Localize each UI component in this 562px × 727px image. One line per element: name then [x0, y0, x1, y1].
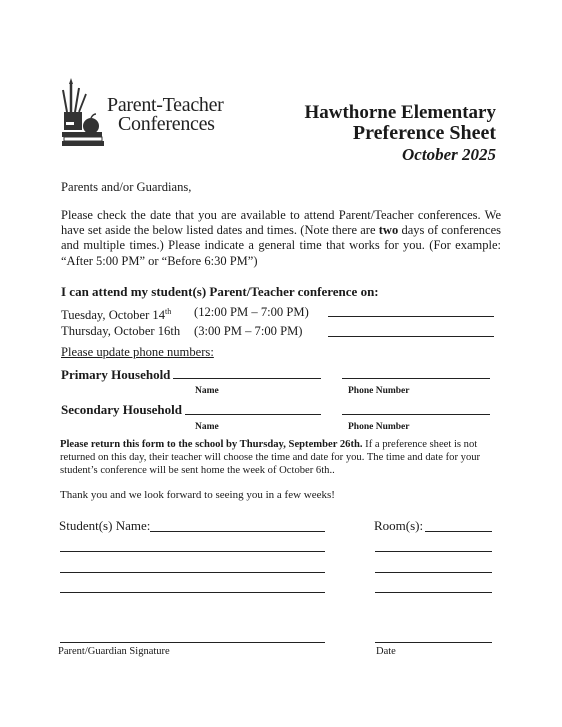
intro-bold: two [378, 223, 399, 238]
room-blank-2[interactable] [375, 551, 492, 552]
secondary-phone-blank[interactable] [342, 414, 490, 415]
date-blank[interactable] [375, 642, 492, 643]
phone-update-label: Please update phone numbers: [61, 345, 214, 359]
signature-blank[interactable] [60, 642, 325, 643]
return-notice-text: If a preference sheet is not returned on this day, their teacher will choose the time and date for you. The time and date for your student’s conference will be sent home the week of October 6th.. [60, 439, 481, 477]
date-option-1-blank[interactable] [328, 316, 494, 317]
thanks-line: Thank you and we look forward to seeing you in a few weeks! [60, 489, 335, 501]
attend-heading: I can attend my student(s) Parent/Teacher conference on: [61, 284, 379, 299]
intro-paragraph [61, 208, 501, 269]
date-label: Date [376, 646, 396, 657]
school-name: Hawthorne Elementary [304, 102, 496, 123]
salutation: Parents and/or Guardians, [61, 180, 192, 194]
date-option-1-day: Tuesday, October 14th [61, 307, 172, 323]
primary-phone-caption: Phone Number [348, 386, 410, 396]
books-apple-icon [60, 76, 108, 148]
intro-text-1: Please check the date that you are available to attend Parent/Teacher conferences. We have set aside the below listed dates and times. (Note there are [61, 208, 501, 238]
student-name-blank-4[interactable] [60, 592, 325, 593]
intro-text-2: days of conferences and multiple times.) Please indicate a general time that works for you. (For example: “After 5:00 PM” or “Before 6:30 PM”) [61, 223, 501, 268]
logo-line-1: Parent-Teacher [107, 94, 224, 116]
secondary-phone-caption: Phone Number [348, 422, 410, 432]
student-name-label: Student(s) Name: [59, 518, 151, 533]
signature-label: Parent/Guardian Signature [58, 646, 170, 657]
return-notice-bold: Please return this form to the school by Thursday, September 26th. [60, 439, 363, 450]
secondary-name-caption: Name [195, 422, 219, 432]
conference-logo [60, 76, 240, 148]
room-blank-4[interactable] [375, 592, 492, 593]
date-option-1-time: (12:00 PM – 7:00 PM) [194, 305, 309, 319]
primary-household-label: Primary Household [61, 367, 171, 382]
primary-name-caption: Name [195, 386, 219, 396]
document-title: Preference Sheet [352, 122, 496, 144]
student-name-blank-2[interactable] [60, 551, 325, 552]
return-notice [60, 438, 500, 478]
secondary-name-blank[interactable] [185, 414, 321, 415]
room-blank-3[interactable] [375, 572, 492, 573]
date-option-2-time: (3:00 PM – 7:00 PM) [194, 324, 303, 338]
secondary-household-label: Secondary Household [61, 402, 182, 417]
logo-line-2: Conferences [118, 113, 215, 135]
primary-phone-blank[interactable] [342, 378, 490, 379]
student-name-blank-1[interactable] [150, 531, 325, 532]
date-option-2-day: Thursday, October 16th [61, 324, 181, 338]
room-label: Room(s): [374, 518, 424, 533]
date-option-2-blank[interactable] [328, 336, 494, 337]
student-name-blank-3[interactable] [60, 572, 325, 573]
primary-name-blank[interactable] [173, 378, 321, 379]
document-month: October 2025 [402, 145, 496, 164]
room-blank-1[interactable] [425, 531, 492, 532]
